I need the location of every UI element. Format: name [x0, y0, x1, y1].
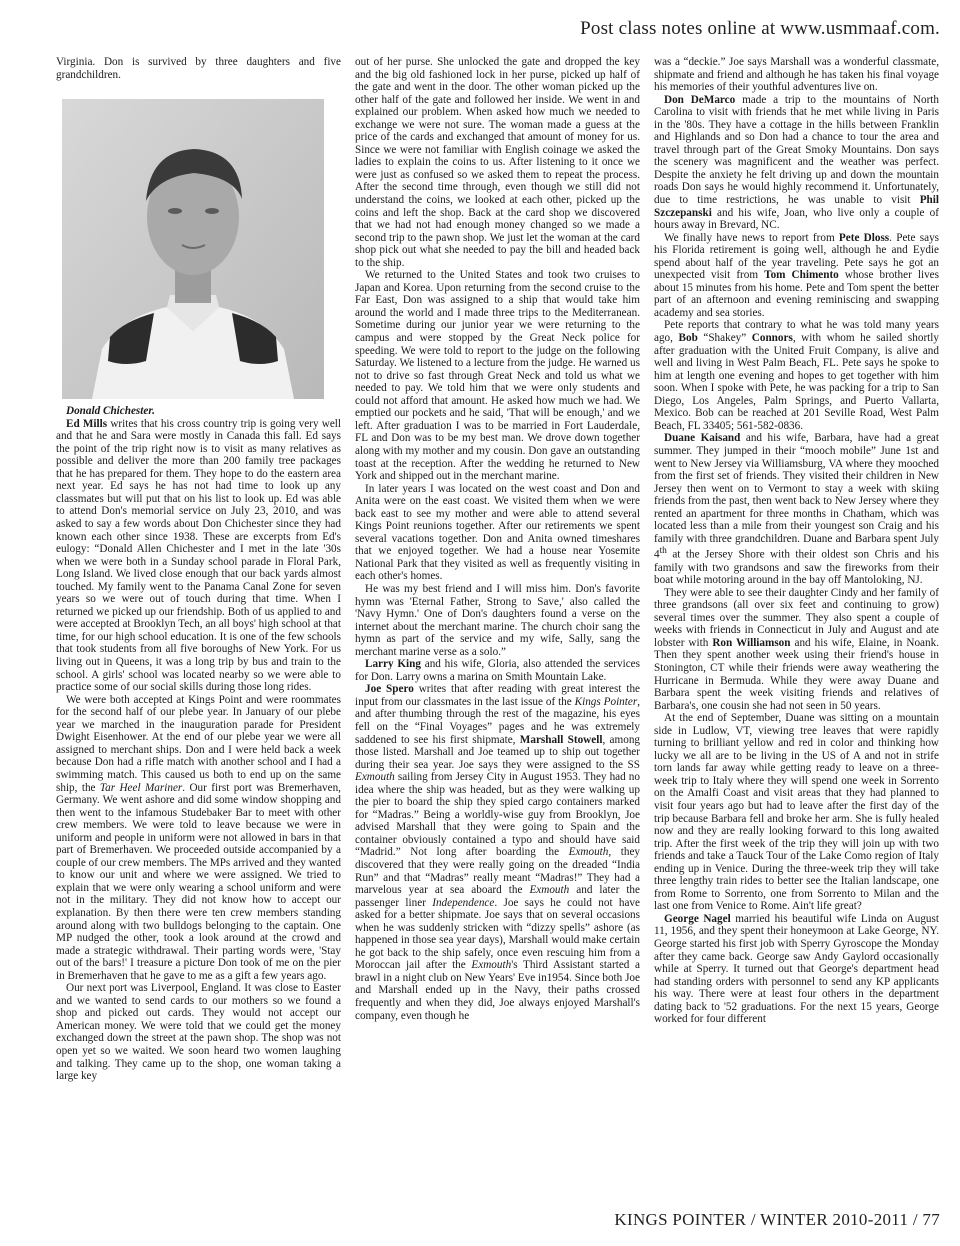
paragraph: out of her purse. She unlocked the gate and dropped the key and the big old fashioned lock in her purse, picked up half of the gate and went in the door. The other woman picked up the other half of the gate and followed her inside. We went in and explained our problem. When asked how much we needed to exchange we were not sure. The woman made a guess at the price of the cards and exchanged that amount of money for us. Since we were not familiar with English coinage we asked the ladies to explain the coins to us. After listening to it once we were just as confused so we asked them to repeat the process. After the second time through, even though we still did not understand the coins, we looked at each other, picked up the coins and left the shop. Back at the card shop we discovered that we had not had enough money changed so we made a second trip to the pawn shop. We just let the woman at the card shop pick out what she needed to pay the bill and headed back to the ship.	[355, 56, 640, 269]
paragraph: In later years I was located on the west coast and Don and Anita were on the east coast. We visited them when we were back east to see my mother and were able to attend several Kings Point reunions together. After our retirements we spent several vacations together. Don and Anita owned timeshares that we enjoyed together. We had a house near Yosemite National Park that they visited as well as frequently visiting in each other's homes.	[355, 482, 640, 583]
ship-name: Tar Heel Mariner	[99, 781, 183, 794]
ship-name: Exmouth	[471, 959, 512, 972]
ship-name: Exmouth	[568, 846, 609, 859]
column-2	[355, 56, 640, 1204]
ship-name: Exmouth	[355, 771, 395, 784]
paragraph: Ed Mills writes that his cross country trip is going very well and that he and Sara were mostly in Canada this fall. Ed says the point of the trip right now is to visit as many relatives as possible and deliver the more than 200 family tree packages that he has prepared for them. They hope to do the eastern area next year. Ed says he has not had time to look up any classmates but will put that on his list to look up. Ed was able to attend Don's memorial service on July 23, 2010, and was asked to say a few words about Don Chichester since they had known each other since 1938. These are excerpts from Ed's eulogy: “Donald Allen Chichester and I met in the late '30s when we were both in a Sunday school parade in Floral Park, Long Island. We lived close enough that our back yards almost touched. My family went to the Panama Canal Zone for seven years so we were out of touch during that time. When I returned we picked up our friendship. Both of us applied to and were accepted at Brooklyn Tech, an all boys' high school at that time, for our high school education. It is one of the few schools that took students from all five boroughs of New York. For us living out in Queens, it was a long trip by bus and train to the school. A girls' school was located nearby so we were able to practice some of our social skills during those long rides.	[56, 417, 341, 694]
paragraph: We were both accepted at Kings Point and were roommates for the second half of our plebe year. In January of our plebe year we marched in the inauguration parade for President Dwight Eisenhower. At the end of our plebe year we were all assigned to merchant ships. Don and I were held back a week because Don had a rifle match with another school and I had a swimming match. This caused us both to end up on the same ship, the Tar Heel Mariner. Our first port was Bremerhaven, Germany. We went ashore and did some window shopping and then went to the infamous Studebaker Bar to meet with other crew members. We were told to leave because we were in uniform and people in uniform were not allowed in bars in that part of Bremerhaven. We proceeded outside accompanied by a couple of our crew members. The MPs arrived and they wanted to know our unit and where we were assigned. We tried to explain that we were only wearing a school uniform and were not in the military. They did not know how to accept our explanation. By then there were ten crew members standing around along with two bulldogs belonging to the captain. One MP nudged the other, took a look around at the crowd and made a strategic withdrawal. Their parting words were, 'Stay out of the bars!' I treasure a picture Don took of me on the pier in Bremerhaven that he gave to me as a gift a few years ago.	[56, 693, 341, 982]
classmate-name: Duane Kaisand	[664, 432, 741, 445]
column-3	[654, 56, 939, 1204]
paragraph: George Nagel married his beautiful wife Linda on August 11, 1956, and they spent their honeymoon at Lake George, NY. George started his first job with Sperry Gyroscope the Monday after they came back. George saw Andy Gaylord occasionally while at Sperry. It turned out that George's department head had standing orders with personnel to send any KP applicants his way. There were at least four others in the department dating back to '52 graduations. For the next 15 years, George worked for four different	[654, 912, 939, 1026]
magazine-name: Kings Pointer	[574, 695, 638, 708]
photo-caption: Donald Chichester.	[66, 405, 155, 418]
header-banner: Post class notes online at www.usmmaaf.com.	[580, 18, 940, 39]
paragraph: Joe Spero writes that after reading with great interest the input from our classmates in the last issue of the Kings Pointer, and after thumbing through the rest of the magazine, his eyes fell on the “Final Voyages” pages and he was extremely saddened to see his first shipmate, Marshall Stowell, among those listed. Marshall and Joe teamed up to ship out together during their sea year. Joe says they were assigned to the SS Exmouth sailing from Jersey City in August 1953. They had no idea where the ship was headed, but as they were walking up the pier to board the ship they spied cargo containers marked for “Madras.” Being a worldly-wise guy from Brooklyn, Joe advised Marshall that they were going to Spain and the container obviously contained a typo and should have said “Madrid.” Not long after boarding the Exmouth, they discovered that they were really going on the dreaded “India Run” and that “Madras” really meant “Madras!” They had a marvelous year at sea aboard the Exmouth and later the passenger liner Independence. Joe says he could not have asked for a better shipmate. Joe says that on several occasions when he was suddenly stricken with “dizzy spells” ashore (as happened in those sea year days), Marshall would make certain he got back to the ship safely, once even rescuing him from a Moroccan jail after the Exmouth's Third Assistant started a brawl in a night club on New Years' Eve in1954. Since both Joe and Marshall ended up in the Navy, their paths crossed frequently and when they did, Joe always enjoyed Marshall's company, even though he	[355, 683, 640, 1022]
classmate-name: George Nagel	[664, 912, 731, 925]
paragraph: He was my best friend and I will miss him. Don's favorite hymn was 'Eternal Father, Strong to Save,' also called the 'Navy Hymn.' One of Don's daughters found a verse on the internet about the merchant marine. The church choir sang the hymn as part of the service and my wife, Sally, sang the merchant marine verse as a solo.”	[355, 582, 640, 658]
paragraph: We finally have news to report from Pete Dloss. Pete says his Florida retirement is going well, although he and Eydie spend about half of the year traveling. Pete says he got an unexpected visit from Tom Chimento whose brother lives about 15 minutes from his home. Pete and Tom spent the better part of an afternoon and evening reminiscing and swapping academy and sea stories.	[654, 231, 939, 319]
paragraph: At the end of September, Duane was sitting on a mountain side in Ludlow, VT, viewing tree leaves that were rapidly turning to brilliant yellow and red in color and thinking how lucky we all are to be living in the US of A and not in strife torn lands far away while getting ready to leave on a three-week trip to Italy where they will spend one week in Sorrento on the Amalfi Coast and visit areas that they had planned to visit four years ago but had to leave after the first day of the trip because Barbara fell and broke her arm. She is fully healed now and they are really looking forward to this long awaited trip. After the first week of the trip they will join up with two friends and take a Tauck Tour of the Lake Como region of Italy ending up in Venice. During the three-week trip they will take three lengthy train rides to better see the Italian landscape, one from Rome to Sorrento, one from Sorrento to Milan and the last one from Venice to Rome. Ain't life great?	[654, 712, 939, 913]
classmate-name: Bob	[678, 332, 698, 345]
ship-name: Exmouth	[529, 884, 570, 897]
portrait-photo	[62, 99, 324, 399]
paragraph: Don DeMarco made a trip to the mountains of North Carolina to visit with friends that he met while living in Paris in the '80s. They have a cottage in the hills between Franklin and Highlands and so Don had a chance to tour the area and travel through part of the Great Smoky Mountains. Don says the scenery was magnificent and the weather was perfect. Despite the anxiety he felt driving up and down the mountain roads Don says he would highly recommend it. Unfortunately, due to time restrictions, he was unable to visit Phil Szczepanski and his wife, Joan, who live only a couple of hours away in Brevard, NC.	[654, 93, 939, 232]
article-columns	[56, 56, 940, 1204]
portrait-illustration	[62, 99, 324, 399]
classmate-name: Ron Williamson	[712, 636, 791, 649]
classmate-name: Marshall Stowell	[519, 733, 603, 746]
page-footer: KINGS POINTER / WINTER 2010-2011 / 77	[614, 1210, 940, 1229]
classmate-name: Tom Chimento	[764, 269, 839, 282]
paragraph: We returned to the United States and took two cruises to Japan and Korea. Upon returning from the second cruise to the Far East, Don was assigned to a ship that would take him around the world and I made three trips to the Mediterranean. Sometime during our junior year we were returning to the campus and were stopped by the Great Neck police for speeding. We were told to report to the judge on the following Saturday. We listened to a lecture from the judge. He warned us not to drive so fast through Great Neck and told us what we needed to pay. We told him that we were only students and could not afford that amount. He asked how much we had. We emptied our pockets and he said, 'That will be enough,' and we left. After graduation I was to be married in Fort Lauderdale, FL and Don was to be my best man. We drove down together along with my mother and my cousin. Don gave an outstanding toast at the reception. After the wedding he returned to New York and shipped out in the merchant marine.	[355, 269, 640, 483]
paragraph: Pete reports that contrary to what he was told many years ago, Bob “Shakey” Connors, with whom he sailed shortly after graduation with the United Fruit Company, is alive and well and living in West Palm Beach, FL. Pete says he spoke to him at length one evening and hopes to get together with him soon. When I spoke with Pete, he was packing for a trip to San Diego, Los Angeles, Palm Springs, and Puerto Vallarta, Mexico. Bob can be reached at 201 Seville Road, West Palm Beach, FL 33405; 561-582-0836.	[654, 319, 939, 432]
paragraph: was a “deckie.” Joe says Marshall was a wonderful classmate, shipmate and friend and although he has taken his final voyage his memories of their youthful adventures live on.	[654, 56, 939, 94]
classmate-name: Phil Szczepanski	[654, 194, 939, 219]
classmate-name: Ed Mills	[66, 417, 108, 430]
ordinal-suffix: th	[659, 546, 667, 557]
classmate-name: Pete Dloss	[838, 231, 890, 244]
column-1	[56, 56, 341, 1204]
paragraph: Duane Kaisand and his wife, Barbara, have had a great summer. They jumped in their “mooch mobile” June 1st and went to New Jersey via Williamsburg, VA where they mooched from the first set of friends. They visited their children in New Jersey then went on to Vermont to stay a week with skiing friends from the past, then went back to New Jersey where they rented an apartment for three months in Chatham, which was located less than a mile from their youngest son Craig and his family with three grandchildren. Duane and Barbara spent July 4th at the Jersey Shore with their oldest son Chris and his family with two grandsons and saw the fireworks from their boat while motoring around in the bay off Mantoloking, NJ.	[654, 432, 939, 587]
paragraph: They were able to see their daughter Cindy and her family of three grandsons (all over six feet and continuing to grow) several times over the summer. They also spent a couple of weeks with friends in Connecticut in July and August and ate lobster with Ron Williamson and his wife, Elaine, in Noank. Then they spent another week using their friend's house in Stonington, CT while their friends were away weathering the Hurricane in Bermuda. While they were away Duane and Barbara spent the week visiting friends and relatives of Barbara's, one cousin she had not seen in 50 years.	[654, 586, 939, 712]
classmate-name: Don DeMarco	[664, 93, 736, 106]
paragraph: Virginia. Don is survived by three daughters and five grandchildren.	[56, 56, 341, 81]
classmate-name: Joe Spero	[365, 683, 414, 696]
paragraph: Larry King and his wife, Gloria, also attended the services for Don. Larry owns a marina on Smith Mountain Lake.	[355, 658, 640, 683]
ship-name: Independence	[432, 896, 495, 909]
classmate-name: Connors	[751, 332, 793, 345]
paragraph: Our next port was Liverpool, England. It was close to Easter and we wanted to send cards to our mothers so we found a shop and picked out cards. They would not accept our American money. We were told that we could get the money exchanged down the street at the pawn shop. The shop was not open yet so we waited. We soon heard two women laughing and talking. They came up to the shop, one woman taking a large key	[56, 982, 341, 1083]
classmate-name: Larry King	[365, 658, 421, 671]
